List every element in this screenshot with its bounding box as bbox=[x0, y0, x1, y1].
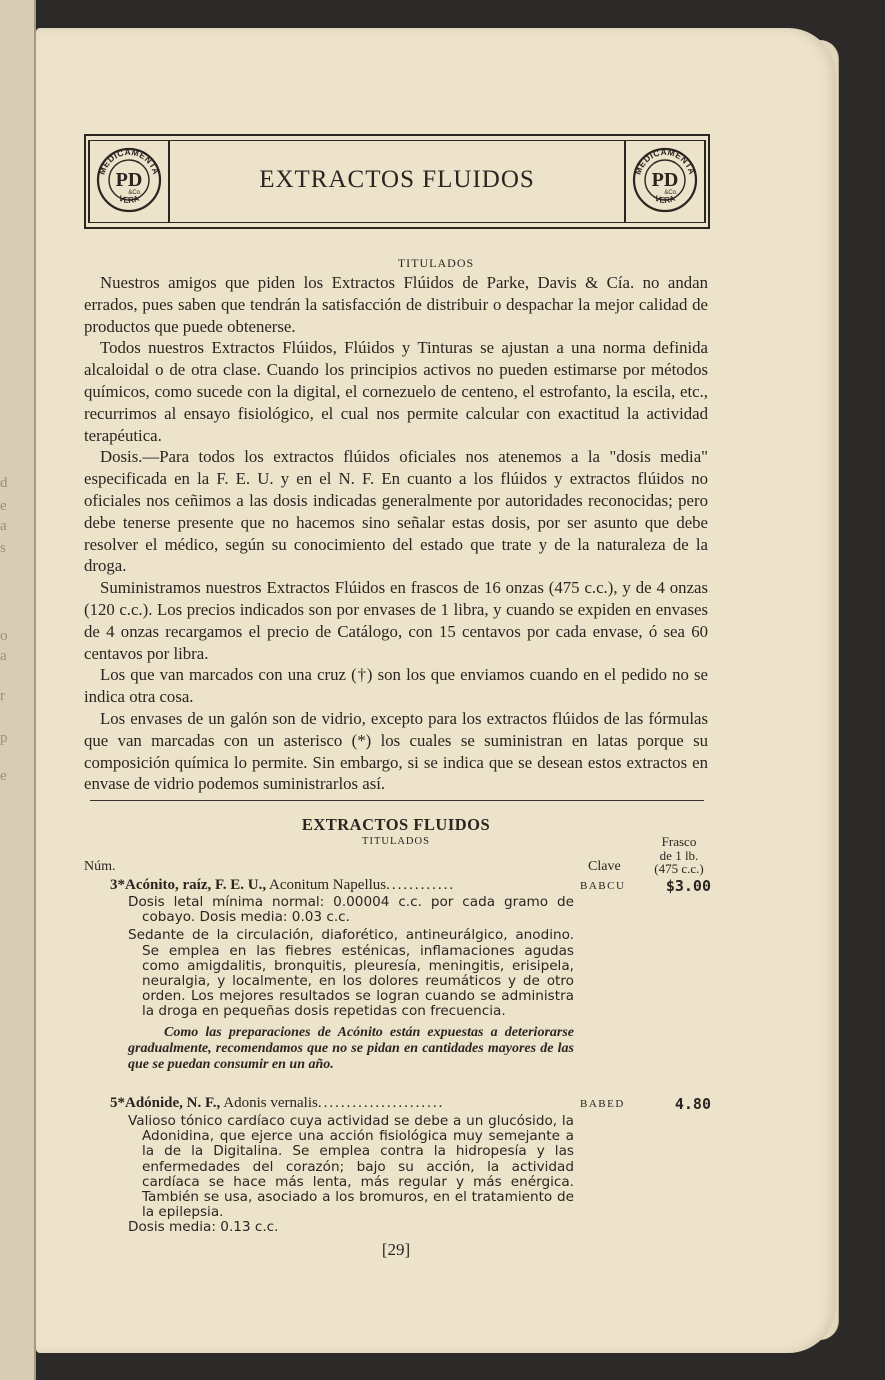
svg-text:&Co.: &Co. bbox=[664, 190, 678, 196]
frasco-line: (475 c.c.) bbox=[654, 861, 704, 876]
catalog-page bbox=[36, 28, 836, 1353]
entry-dosis: Dosis media: 0.13 c.c. bbox=[128, 1219, 279, 1236]
margin-fragment: e bbox=[0, 498, 7, 514]
svg-text:VERA: VERA bbox=[117, 193, 141, 206]
margin-fragment: s bbox=[0, 540, 6, 556]
intro-text bbox=[84, 272, 708, 795]
section-subtitle: TITULADOS bbox=[362, 836, 430, 847]
margin-fragment: d bbox=[0, 475, 8, 491]
margin-fragment: a bbox=[0, 648, 7, 664]
medicamenta-vera-seal-icon bbox=[631, 146, 699, 214]
entry-price: 4.80 bbox=[674, 1095, 711, 1113]
svg-text:&Co.: &Co. bbox=[128, 190, 142, 196]
entry-name: 5*Adónide, N. F., bbox=[110, 1095, 221, 1111]
column-header-clave: Clave bbox=[588, 859, 621, 874]
entry-clave: BABCU bbox=[580, 880, 626, 892]
intro-paragraph: Suministramos nuestros Extractos Flúidos en frascos de 16 onzas (475 c.c.), y de 4 onzas (120 c.c.). Los precios indicados son por envases de 1 libra, y cuando se expiden en envases de 4 onzas recargamos el precio de Catálogo, con 15 centavos por cada envase, ó sea 60 centavos por libra. bbox=[84, 578, 708, 663]
svg-text:MEDICAMENTA: MEDICAMENTA bbox=[632, 146, 698, 176]
section-title: EXTRACTOS FLUIDOS bbox=[301, 815, 491, 834]
logo-right bbox=[624, 140, 706, 223]
svg-text:PD: PD bbox=[651, 169, 679, 191]
margin-fragment: o bbox=[0, 628, 8, 644]
entry-clave: BABED bbox=[580, 1098, 625, 1110]
margin-fragment: a bbox=[0, 518, 7, 534]
leader-dots: ...................... bbox=[317, 1095, 445, 1111]
entry-body bbox=[128, 895, 574, 1073]
svg-text:VERA: VERA bbox=[653, 193, 677, 206]
intro-paragraph: Los envases de un galón son de vidrio, excepto para los extractos flúidos de las fórmulas que van marcadas con un asterisco (*) los cuales se suministran en latas porque su composición química lo permite. Sin embargo, si se indica que se desean estos extractos en envase de vidrio podemos suministrarlos así. bbox=[84, 708, 708, 794]
intro-subtitle: TITULADOS bbox=[397, 256, 475, 270]
entry-note: Como las preparaciones de Acónito están expuestas a deteriorarse gradualmente, recomendamos que no se pidan en cantidades mayores de las que se puedan consumir en un año. bbox=[128, 1024, 574, 1072]
logo-left bbox=[88, 140, 170, 223]
column-header-num: Núm. bbox=[84, 859, 116, 874]
leader-dots: ............ bbox=[386, 877, 456, 893]
intro-paragraph: Nuestros amigos que piden los Extractos Flúidos de Parke, Davis & Cía. no andan errados, pues saben que tendrán la satisfacción de distribuir o despachar la mejor calidad de productos que puede obtenerse. bbox=[84, 273, 708, 336]
entry-latin: Adonis vernalis bbox=[223, 1095, 318, 1111]
margin-fragment: e bbox=[0, 768, 7, 784]
svg-text:PD: PD bbox=[115, 169, 143, 191]
header-title: EXTRACTOS FLUIDOS bbox=[259, 166, 535, 193]
entry-heading bbox=[110, 877, 455, 894]
column-header-frasco bbox=[644, 835, 714, 876]
entry-description: Valioso tónico cardíaco cuya actividad se debe a un glucósido, la Adonidina, que ejerce una acción fisiológica muy semejante a la de la Digitalina. Se emplea contra la hidropesía y las enfermedades del corazón; bajo su acción, la actividad cardíaca se hace más lenta, más regular y más enérgica. También se usa, asociado a los bromuros, en el tratamiento de la epilepsia. bbox=[128, 1113, 574, 1221]
page-number: [29] bbox=[381, 1240, 411, 1259]
intro-paragraph: Dosis.—Para todos los extractos flúidos oficiales nos atenemos a la "dosis media" especificada en la F. E. U. y en el N. F. En cuanto a los flúidos y extractos flúidos no oficiales nos ceñimos a las dosis indicadas generalmente por autoridades reconocidas; pero debe tenerse presente que no hacemos sino señalar estas dosis, por ser asunto que debe resolver el médico, según su conocimiento del estado que trate y de la naturaleza de la droga. bbox=[84, 447, 708, 576]
entry-dosis: Dosis letal mínima normal: 0.00004 c.c. por cada gramo de cobayo. Dosis media: 0.03 c.c. bbox=[128, 894, 574, 926]
left-page-edge bbox=[0, 0, 36, 1380]
frasco-line: Frasco bbox=[661, 834, 697, 849]
entry-name: 3*Acónito, raíz, F. E. U., bbox=[110, 877, 267, 893]
entry-latin: Aconitum Napellus bbox=[269, 877, 387, 893]
margin-fragment: r bbox=[0, 688, 5, 704]
intro-paragraph: Los que van marcados con una cruz (†) son los que enviamos cuando en el pedido no se indica otra cosa. bbox=[84, 665, 708, 707]
intro-paragraph: Todos nuestros Extractos Flúidos, Flúidos y Tinturas se ajustan a una norma definida alcaloidal o de otra clase. Cuando los principios activos no pueden estimarse por métodos químicos, como sucede con la digital, el cornezuelo de centeno, el estrofanto, la escila, etc., recurrimos al ensayo fisiológico, el cual nos permite calcular con exactitud la actividad terapéutica. bbox=[84, 338, 708, 445]
entry-price: $3.00 bbox=[665, 877, 711, 895]
entry-body bbox=[128, 1114, 574, 1236]
header-box bbox=[84, 134, 710, 229]
frasco-line: de 1 lb. bbox=[659, 847, 699, 863]
margin-fragment: p bbox=[0, 730, 8, 746]
medicamenta-vera-seal-icon bbox=[95, 146, 163, 214]
svg-text:MEDICAMENTA: MEDICAMENTA bbox=[96, 146, 162, 176]
entry-heading bbox=[110, 1095, 444, 1112]
section-divider bbox=[90, 800, 704, 801]
entry-description: Sedante de la circulación, diaforético, antineurálgico, anodino. Se emplea en las fiebres esténicas, inflamaciones agudas como amigdalitis, bronquitis, pleuresía, meningitis, erisipela, neuralgia, y localmente, en los dolores reumáticos y de otro orden. Los mejores resultados se logran cuando se administra la droga en pequeñas dosis repetidas con frecuencia. bbox=[128, 927, 574, 1020]
